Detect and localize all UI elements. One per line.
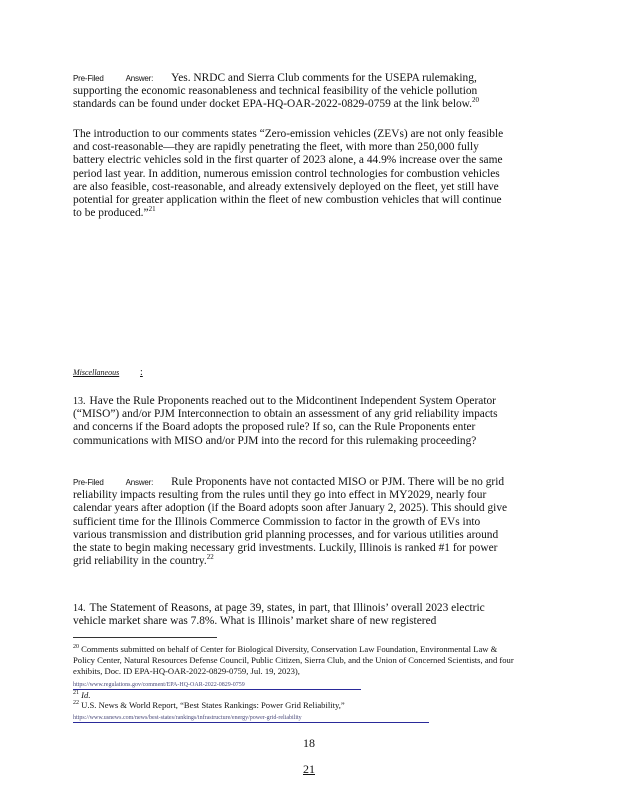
footnote-number: 22 [73, 700, 79, 707]
section-heading-miscellaneous: Miscellaneous [73, 368, 120, 377]
prefiled-label: Pre-Filed [73, 478, 104, 487]
footnote-link[interactable]: https://www.regulations.gov/comment/EPA-HQ-OAR-2022-0829-0759 [73, 681, 361, 690]
question-text: The Statement of Reasons, at page 39, states, in part, that Illinois’ overall 2023 electric vehicle market share was 7.8%. What is Illinois’ market share of new registered [73, 602, 485, 628]
section-heading-colon: : [140, 367, 143, 378]
answer-paragraph-2 [73, 476, 513, 568]
quote-text: The introduction to our comments states “Zero-emission vehicles (ZEVs) are not only feasible and cost-reasonable—they are rapidly penetrating the fleet, with more than 250,000 fully battery electric vehicles sold in the first quarter of 2023 alone, a 44.9% increase over the same period last year. In addition, numerous emission control technologies for combustion vehicles are also feasible, cost-reasonable, and already extensively deployed on the fleet, yet still have potential for greater application within the fleet of new combustion vehicles that will continue to be produced.” [73, 128, 504, 220]
question-text: Have the Rule Proponents reached out to the Midcontinent Independent System Operator (“MISO”) and/or PJM Interconnection to obtain an assessment of any grid reliability impacts and concerns if the Board adopts the proposed rule? If so, can the Rule Proponents enter communications with MISO and/or PJM into the record for this rulemaking proceeding? [73, 395, 498, 447]
footnote-number: 21 [73, 690, 79, 697]
quote-paragraph [73, 128, 513, 220]
footnote-20 [73, 644, 518, 690]
footnote-link[interactable]: https://www.usnews.com/news/best-states/rankings/infrastructure/energy/power-grid-reliability [73, 714, 429, 723]
document-page-number: 21 [303, 762, 315, 776]
question-number: 13. [73, 396, 86, 407]
page-number: 18 [303, 736, 315, 750]
question-number: 14. [73, 603, 86, 614]
footnote-number: 20 [73, 644, 79, 651]
answer-label: Answer: [125, 478, 154, 487]
answer-text: Rule Proponents have not contacted MISO or PJM. There will be no grid reliability impacts resulting from the rules until they go into effect in MY2029, nearly four calendar years after adoption (if the Board adopts soon after January 2, 2025). This should give sufficient time for the Illinois Commerce Commission to factor in the growth of EVs into various transmission and distribution grid planning processes, and for various utilities around the state to begin making necessary grid investments. Luckily, Illinois is ranked #1 for power grid reliability in the country. [73, 476, 508, 568]
footnote-text: Id. [81, 690, 91, 700]
footnote-ref-20: 20 [472, 96, 480, 105]
footnote-text: U.S. News & World Report, “Best States Rankings: Power Grid Reliability,” [81, 700, 345, 710]
footnote-divider [73, 637, 217, 638]
answer-text: Yes. NRDC and Sierra Club comments for the USEPA rulemaking, supporting the economic reasonableness and technical feasibility of the vehicle pollution standards can be found under docket EPA-HQ-OAR-2022-0829-0759 at the link below. [73, 72, 478, 111]
question-13 [73, 395, 513, 448]
question-14 [73, 602, 513, 628]
footnote-22 [73, 700, 518, 723]
prefiled-label: Pre-Filed [73, 74, 104, 83]
answer-paragraph-1 [73, 72, 513, 112]
footnote-ref-22: 22 [206, 553, 214, 562]
answer-label: Answer: [125, 74, 154, 83]
footnote-ref-21: 21 [148, 205, 156, 214]
footnote-text: Comments submitted on behalf of Center for Biological Diversity, Conservation Law Foundation, Environmental Law & Policy Center, Natural Resources Defense Council, Public Citizen, Sierra Club, and the Union of Concerned Scientists, and four exhibits, Doc. ID EPA-HQ-OAR-2022-0829-0759, Jul. 19, 2023), [73, 644, 514, 677]
